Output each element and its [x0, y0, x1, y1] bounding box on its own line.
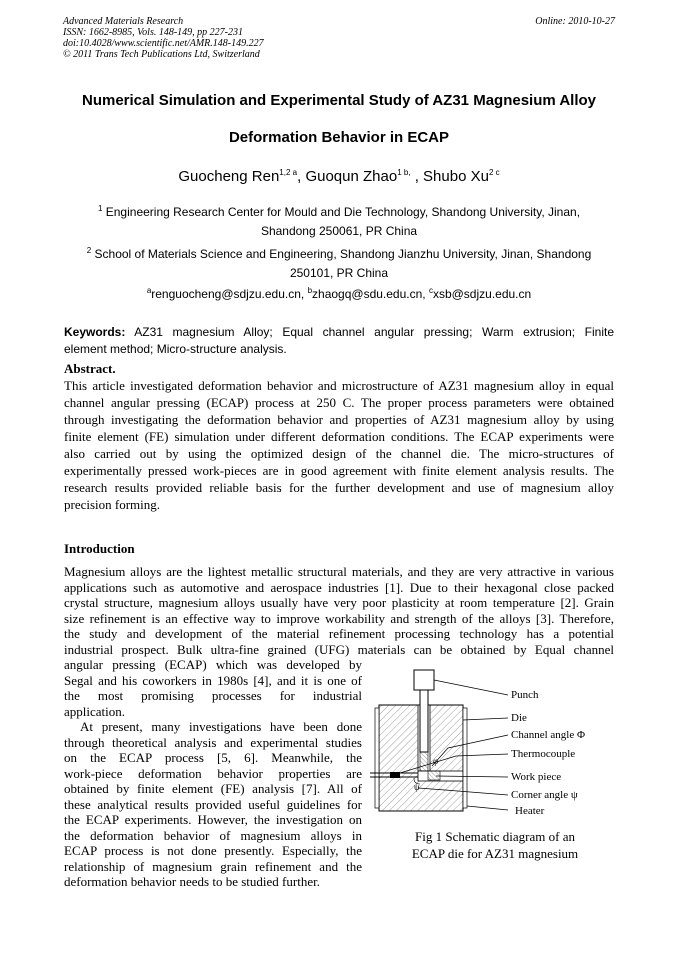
intro-line: industrial prospect. Bulk ultra-fine grained (UFG) materials can be obtained by Equal channel: [64, 641, 614, 657]
author-affil-sup: 1,2 a: [279, 168, 298, 177]
heater-right: [463, 708, 467, 808]
punch-rod: [420, 690, 428, 752]
affiliation-1: $^1$ Engineering Research Center for Mould and Die Technology, Shandong University, Jinan, Shandong 250061, PR China: [97, 204, 581, 238]
author-list: Guocheng Ren$^{1,2 a}$, Guoqun Zhao$^{1 b,}$ , Shubo $Xu^{2 c}$: [178, 168, 500, 185]
intro-line: the most promising processes for industrial: [64, 688, 362, 703]
leader-heater: [467, 806, 508, 810]
doi-line: doi:10.4028/www.scientific.net/AMR.148-149.227: [63, 38, 264, 49]
abstract-line: research results provided reliable basis for the further development and use of magnesium alloy: [64, 480, 614, 496]
intro-line: At present, many investigations have been done: [80, 719, 362, 734]
author-affil-sup: 2 c: [488, 168, 500, 177]
abstract-line: channel angular pressing (ECAP) process at 250 C. The proper process parameters were obtained: [64, 394, 614, 410]
intro-line: on the ECAP process [5, 6]. Meanwhile, the: [64, 750, 362, 765]
abstract-line: through investigating the deformation behavior and properties of AZ31 magnesium alloy by using: [64, 411, 614, 427]
author-name: Guocheng Ren: [178, 168, 280, 185]
abstract-line: finite element (FE) simulation under different deformation conditions. The ECAP experiments were: [64, 428, 614, 444]
abstract-line: precision forming.: [64, 497, 161, 513]
intro-line: the study and development of the material refinement processing technology has a potential: [64, 626, 614, 641]
label-thermocouple: Thermocouple: [511, 748, 576, 760]
issn-line: ISSN: 1662-8985, Vols. 148-149, pp 227-231: [63, 27, 243, 38]
intro-line: the ECAP experiments. However, the investigation on: [64, 812, 362, 827]
work-piece-exit: [428, 771, 440, 780]
abstract-section: [64, 361, 614, 513]
intro-line: deformation behavior needs to be studied further.: [64, 874, 320, 889]
punch-head: [414, 670, 434, 690]
label-heater: Heater: [515, 805, 545, 817]
intro-line: applications such as automotive and aerospace industries [1]. Due to their hexagonal close packed: [64, 579, 614, 595]
intro-line: Magnesium alloys are the lightest metallic structural materials, and they are very attractive in various: [64, 564, 614, 579]
phi-symbol: φ: [433, 756, 439, 766]
paper-title: [0, 91, 678, 110]
introduction-heading: Introduction: [64, 541, 135, 556]
journal-name: Advanced Materials Research: [63, 16, 184, 27]
intro-line: these analytical results provided useful guidelines for: [64, 796, 362, 812]
intro-line: angular pressing (ECAP) which was developed by: [64, 657, 362, 672]
author-name: Shubo Xu: [423, 168, 489, 185]
keywords-block: Keywords: AZ31 magnesium Alloy; Equal channel angular pressing; Warm extrusion; Finite element method; Micro-structure analysis.: [64, 325, 615, 356]
label-corner-angle: Corner angle ψ: [511, 789, 578, 801]
copyright-line: © 2011 Trans Tech Publications Ltd, Switzerland: [63, 49, 260, 60]
author-name: Guoqun Zhao: [305, 168, 398, 185]
intro-line: ECAP process is not done presently. Especially, the: [64, 843, 362, 858]
label-work-piece: Work piece: [511, 771, 562, 783]
email-link[interactable]: renguocheng@sdjzu.edu.cn: [151, 287, 301, 301]
work-piece: [420, 752, 428, 771]
email-link[interactable]: xsb@sdjzu.edu.cn: [432, 287, 532, 301]
intro-line: the deformation behavior of magnesium alloys in: [64, 827, 362, 843]
running-header: [63, 16, 264, 60]
intro-line: crystal structure, magnesium alloys usually have very poor plasticity at room temperature [2]. Grain: [64, 595, 614, 610]
psi-symbol: ψ: [414, 782, 420, 792]
email-line: $^a$renguocheng@sdjzu.edu.cn, $^b$zhaogq@sdu.edu.cn, $^c$xsb@sdjzu.edu.cn: [146, 286, 532, 301]
intro-line: obtained by finite element (FE) analysis [7]. All of: [64, 781, 362, 796]
title-line-2: Deformation Behavior in ECAP: [228, 129, 450, 146]
intro-line: relationship of magnesium grain refinement and the: [64, 858, 362, 874]
online-date: Online: 2010-10-27: [535, 16, 615, 27]
intro-line: application.: [64, 703, 126, 719]
email-link[interactable]: zhaogq@sdu.edu.cn: [312, 287, 423, 301]
label-punch: Punch: [511, 689, 539, 701]
abstract-line: also carried out by using the optimized design of the channel die. The micro-structures of: [64, 445, 614, 461]
thermocouple-probe: [390, 772, 400, 778]
intro-line: size refinement is an effective way to improve workability and strength of the alloys [3]. Therefore,: [64, 610, 614, 626]
intro-line: through theoretical analysis and experimental studies: [64, 734, 362, 750]
introduction-paragraph: [64, 564, 614, 657]
figure-caption: Fig 1 Schematic diagram of an ECAP die for AZ31 magnesium: [411, 829, 579, 861]
intro-line: work-piece deformation behavior properties are: [64, 765, 362, 781]
title-line-1: Numerical Simulation and Experimental Study of AZ31 Magnesium Alloy: [82, 92, 596, 109]
leader-punch: [434, 680, 508, 695]
abstract-heading: Abstract.: [64, 361, 116, 376]
heater-left: [375, 708, 379, 808]
keywords-label: Keywords:: [64, 325, 126, 339]
affiliation-2: $^2$ School of Materials Science and Engineering, Shandong Jianzhu University, Jinan, Shandong 250101, PR China: [86, 246, 592, 280]
abstract-line: This article investigated deformation behavior and microstructure of AZ31 magnesium alloy in equal: [64, 377, 614, 393]
leader-die: [463, 718, 508, 720]
label-die: Die: [511, 712, 527, 724]
author-affil-sup: 1 b,: [397, 168, 411, 177]
label-channel-angle: Channel angle Φ: [511, 729, 586, 741]
introduction-column: [64, 657, 362, 890]
abstract-line: experimentally pressed work-pieces are in good agreement with finite element analysis results. The: [64, 462, 614, 478]
ecap-die-figure: [370, 660, 615, 820]
intro-line: Segal and his coworkers in 1980s [4], and it is one of: [64, 672, 362, 688]
